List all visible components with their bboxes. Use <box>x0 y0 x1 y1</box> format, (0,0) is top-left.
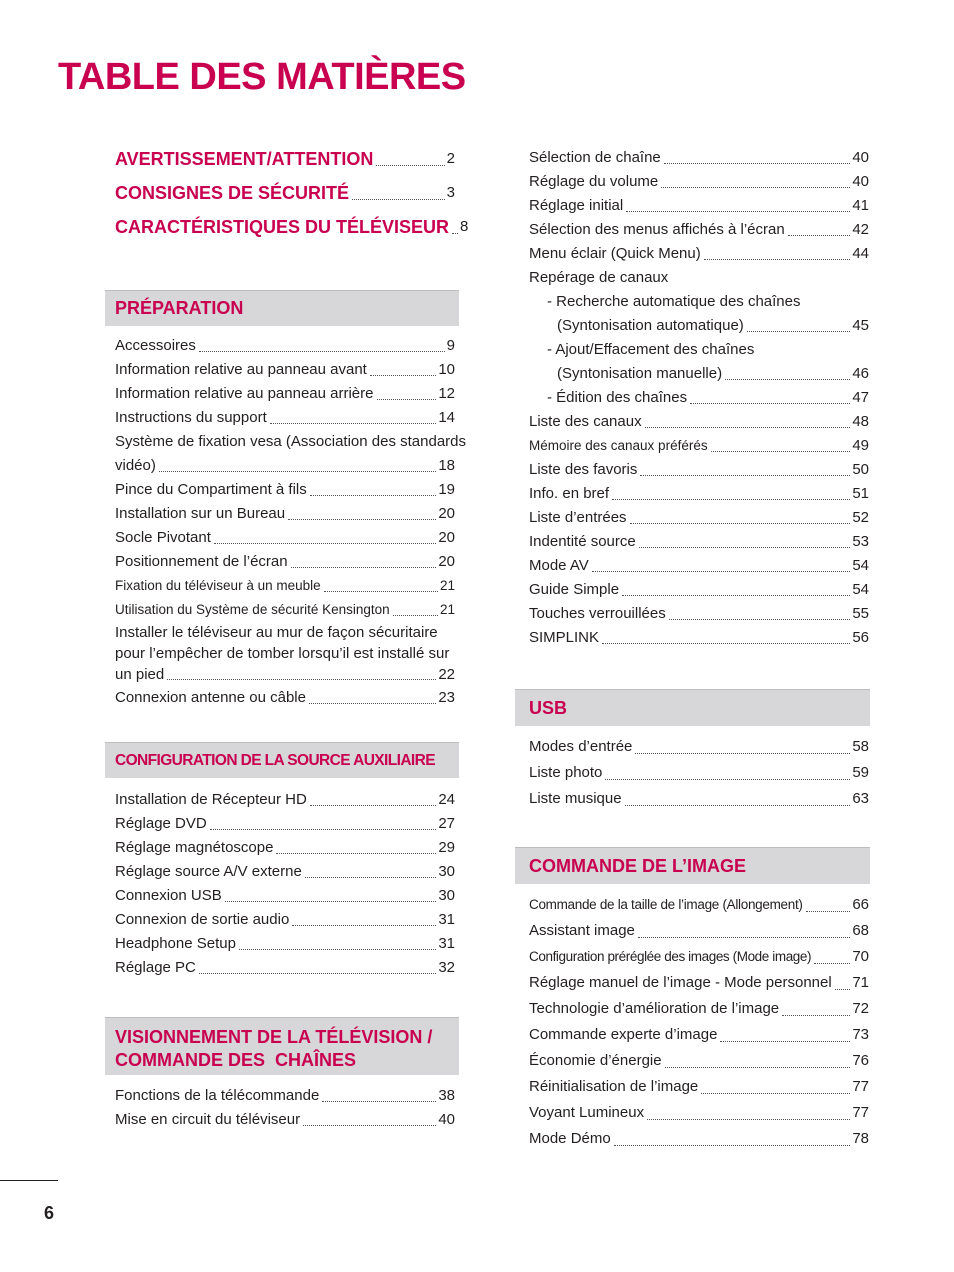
toc-entry[interactable]: vidéo) 18 <box>115 457 455 474</box>
toc-entry[interactable]: Mode AV 54 <box>529 557 869 574</box>
top-entries <box>115 142 469 244</box>
toc-entry[interactable]: Liste des favoris 50 <box>529 461 869 478</box>
page-number: 6 <box>44 1203 55 1223</box>
toc-entry[interactable]: Liste d’entrées 52 <box>529 509 869 526</box>
toc-entry-line[interactable]: - Recherche automatique des chaînes <box>547 293 801 310</box>
toc-entry[interactable]: Indentité source 53 <box>529 533 869 550</box>
viewing-list <box>115 1084 455 1132</box>
toc-entry[interactable]: Mode Démo 78 <box>529 1130 869 1147</box>
toc-entry[interactable]: Fixation du téléviseur à un meuble 21 <box>115 578 455 593</box>
section-title: COMMANDE DE L’IMAGE <box>529 856 747 876</box>
section-title-line: COMMANDE DES CHAÎNES <box>115 1050 357 1070</box>
page-title: TABLE DES MATIÈRES <box>58 56 466 98</box>
toc-entry[interactable]: CARACTÉRISTIQUES DU TÉLÉVISEUR 8 <box>115 217 469 237</box>
toc-entry[interactable]: Fonctions de la télécommande 38 <box>115 1087 455 1104</box>
toc-entry[interactable]: Technologie d’amélioration de l’image 72 <box>529 1000 869 1017</box>
section-header-viewing <box>105 1017 459 1075</box>
toc-entry[interactable]: Installation sur un Bureau 20 <box>115 505 455 522</box>
section-title: CONFIGURATION DE LA SOURCE AUXILIAIRE <box>115 752 435 769</box>
toc-entry[interactable]: Connexion USB 30 <box>115 887 455 904</box>
toc-entry[interactable]: Utilisation du Système de sécurité Kensington 21 <box>115 602 455 617</box>
toc-entry[interactable]: Pince du Compartiment à fils 19 <box>115 481 455 498</box>
usb-list <box>529 734 869 812</box>
toc-entry-line[interactable]: pour l’empêcher de tomber lorsqu’il est installé sur <box>115 645 450 662</box>
toc-entry[interactable]: Socle Pivotant 20 <box>115 529 455 546</box>
section-title: USB <box>529 698 568 718</box>
toc-entry[interactable]: Réglage DVD 27 <box>115 815 455 832</box>
toc-entry[interactable]: Réglage manuel de l’image - Mode personnel 71 <box>529 974 869 991</box>
section-header-preparation <box>105 290 459 326</box>
toc-entry[interactable]: Réglage du volume 40 <box>529 173 869 190</box>
toc-entry[interactable]: Information relative au panneau arrière 12 <box>115 385 455 402</box>
section-header-config <box>105 742 459 778</box>
toc-entry-line[interactable]: Système de fixation vesa (Association des standards <box>115 433 467 450</box>
toc-entry[interactable]: Accessoires 9 <box>115 337 455 354</box>
toc-entry[interactable]: Touches verrouillées 55 <box>529 605 869 622</box>
toc-entry[interactable]: Réinitialisation de l’image 77 <box>529 1078 869 1095</box>
toc-entry[interactable]: Configuration préréglée des images (Mode image) 70 <box>529 948 869 965</box>
preparation-list <box>115 334 467 710</box>
toc-entry[interactable]: Installation de Récepteur HD 24 <box>115 791 455 808</box>
toc-entry[interactable]: Liste photo 59 <box>529 764 869 781</box>
toc-entry[interactable]: SIMPLINK 56 <box>529 629 869 646</box>
toc-entry[interactable]: Réglage initial 41 <box>529 197 869 214</box>
toc-entry[interactable]: Sélection de chaîne 40 <box>529 149 869 166</box>
toc-entry[interactable]: Instructions du support 14 <box>115 409 455 426</box>
section-header-usb <box>515 689 870 726</box>
toc-entry[interactable]: Commande experte d’image 73 <box>529 1026 869 1043</box>
toc-entry[interactable]: Économie d’énergie 76 <box>529 1052 869 1069</box>
section-title: PRÉPARATION <box>115 298 244 318</box>
toc-entry[interactable]: un pied 22 <box>115 666 455 683</box>
toc-entry[interactable]: Assistant image 68 <box>529 922 869 939</box>
toc-entry[interactable]: AVERTISSEMENT/ATTENTION 2 <box>115 149 455 169</box>
config-list <box>115 788 455 980</box>
toc-entry[interactable]: Connexion antenne ou câble 23 <box>115 689 455 706</box>
toc-entry[interactable]: Menu éclair (Quick Menu) 44 <box>529 245 869 262</box>
toc-entry[interactable]: Connexion de sortie audio 31 <box>115 911 455 928</box>
image-list <box>529 892 869 1152</box>
toc-entry[interactable]: Headphone Setup 31 <box>115 935 455 952</box>
toc-entry[interactable]: Information relative au panneau avant 10 <box>115 361 455 378</box>
toc-entry[interactable]: Modes d’entrée 58 <box>529 738 869 755</box>
footer-rule <box>0 1180 58 1181</box>
toc-entry[interactable]: (Syntonisation automatique) 45 <box>557 317 869 334</box>
section-title-line: VISIONNEMENT DE LA TÉLÉVISION / <box>115 1027 433 1047</box>
toc-entry[interactable]: Positionnement de l’écran 20 <box>115 553 455 570</box>
section-header-image <box>515 847 870 884</box>
toc-entry[interactable]: Liste musique 63 <box>529 790 869 807</box>
channels-list <box>529 146 869 650</box>
toc-entry-line[interactable]: Installer le téléviseur au mur de façon sécuritaire <box>115 624 438 641</box>
toc-entry[interactable]: Réglage magnétoscope 29 <box>115 839 455 856</box>
toc-entry-line[interactable]: Repérage de canaux <box>529 269 669 286</box>
toc-entry[interactable]: Sélection des menus affichés à l’écran 42 <box>529 221 869 238</box>
toc-entry[interactable]: Mise en circuit du téléviseur 40 <box>115 1111 455 1128</box>
toc-entry-line[interactable]: - Ajout/Effacement des chaînes <box>547 341 755 358</box>
toc-entry[interactable]: - Édition des chaînes 47 <box>547 389 869 406</box>
toc-entry[interactable]: Réglage PC 32 <box>115 959 455 976</box>
toc-entry[interactable]: Guide Simple 54 <box>529 581 869 598</box>
toc-entry[interactable]: Info. en bref 51 <box>529 485 869 502</box>
toc-entry[interactable]: (Syntonisation manuelle) 46 <box>557 365 869 382</box>
toc-entry[interactable]: Liste des canaux 48 <box>529 413 869 430</box>
toc-entry[interactable]: Réglage source A/V externe 30 <box>115 863 455 880</box>
toc-entry[interactable]: Mémoire des canaux préférés 49 <box>529 437 869 454</box>
toc-entry[interactable]: CONSIGNES DE SÉCURITÉ 3 <box>115 183 455 203</box>
toc-entry[interactable]: Commande de la taille de l’image (Allongement) 66 <box>529 896 869 913</box>
toc-entry[interactable]: Voyant Lumineux 77 <box>529 1104 869 1121</box>
